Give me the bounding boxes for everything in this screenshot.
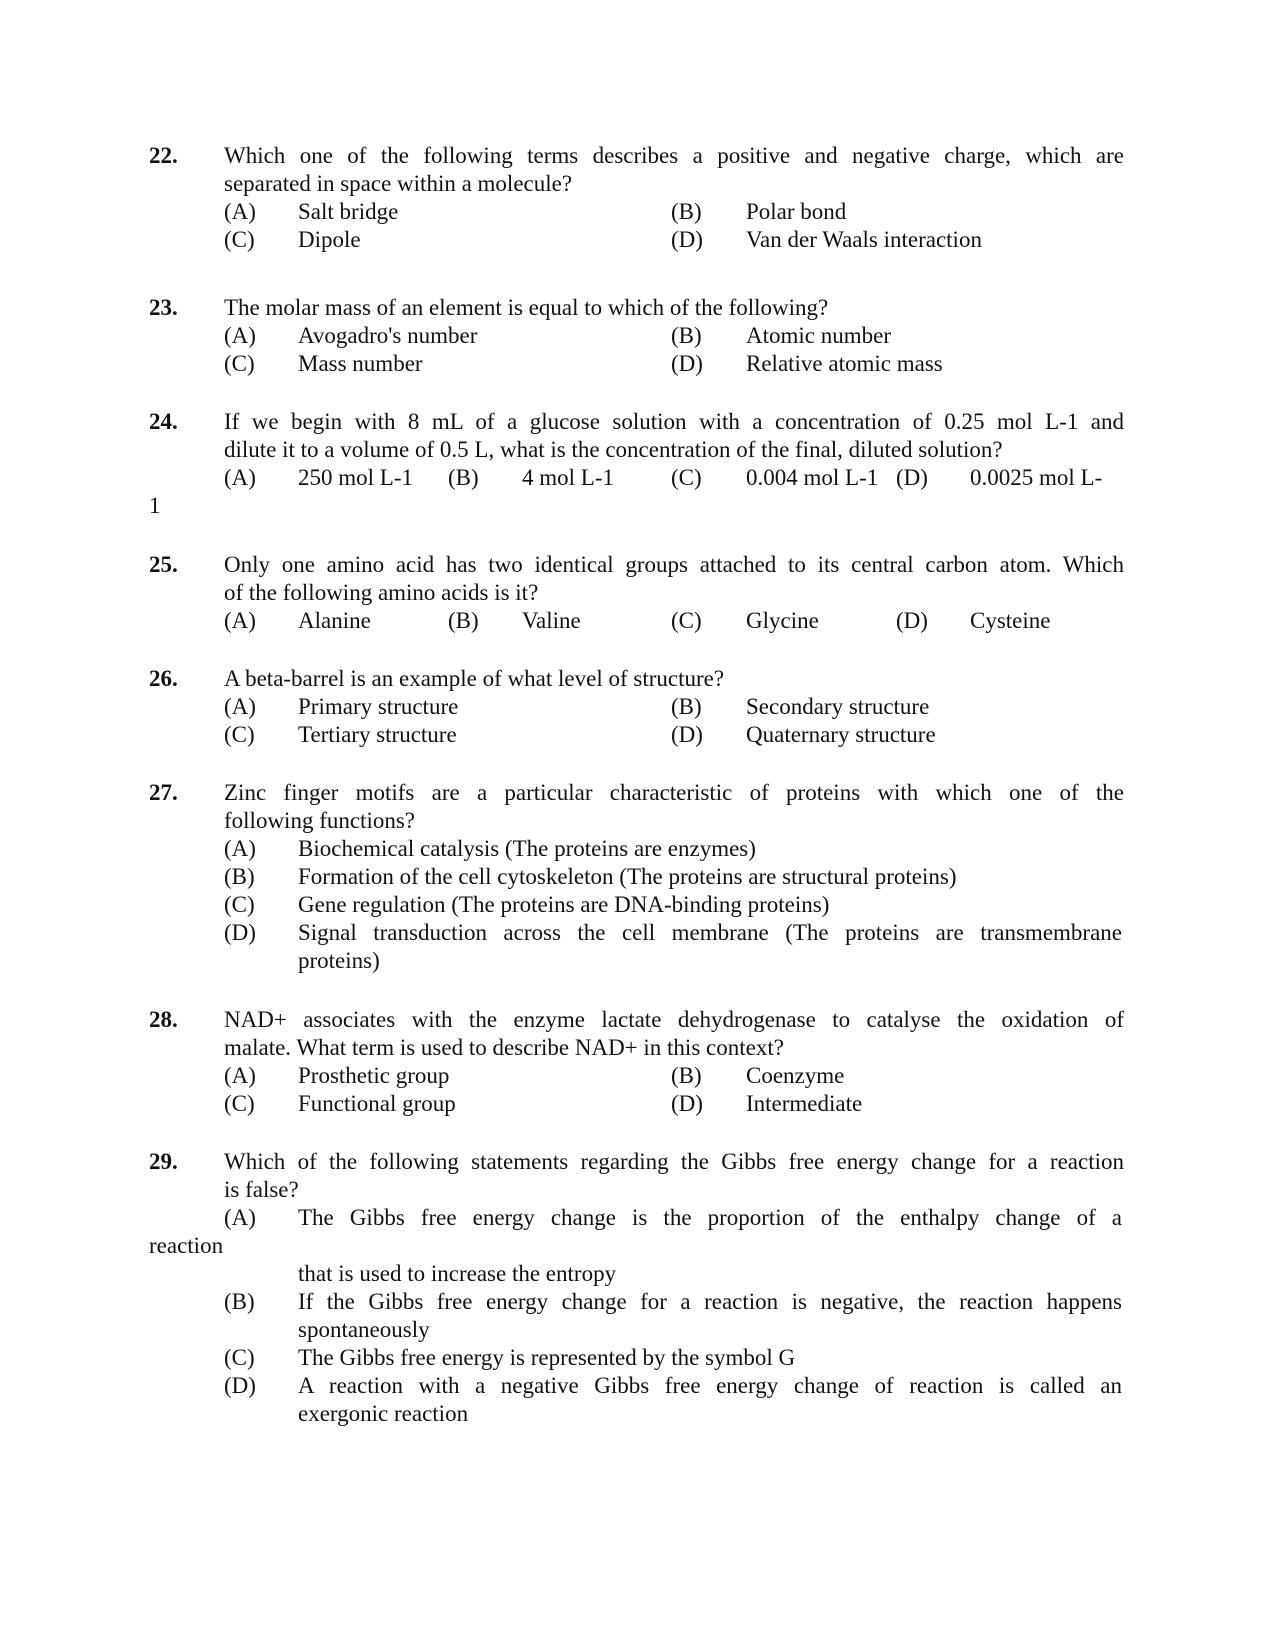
option-text: Mass number: [298, 351, 423, 376]
question-number: 27.: [149, 780, 178, 805]
option-label: (B): [224, 864, 255, 889]
option-label: (A): [224, 836, 256, 861]
option-label: (D): [896, 608, 928, 633]
option-label: (B): [448, 608, 479, 633]
option-label: (A): [224, 323, 256, 348]
question-stem: Zinc finger motifs are a particular characteristic of proteins with which one of the following functions?: [224, 780, 1124, 833]
option-text: Gene regulation (The proteins are DNA-binding proteins): [298, 892, 830, 917]
option-text: Avogadro's number: [298, 323, 478, 348]
overflow-text: reaction: [149, 1233, 224, 1258]
question-number: 28.: [149, 1007, 178, 1032]
option-label: (C): [224, 892, 255, 917]
option-text: Intermediate: [746, 1091, 863, 1116]
question-stem: If we begin with 8 mL of a glucose solution with a concentration of 0.25 mol L-1 and dilute it to a volume of 0.5 L, what is the concentration of the final, diluted solution?: [224, 409, 1124, 462]
option-label: (D): [224, 920, 256, 945]
option-text: Valine: [522, 608, 581, 633]
option-text: If the Gibbs free energy change for a reaction is negative, the reaction happens spontaneously: [298, 1289, 1122, 1342]
option-label: (B): [671, 199, 702, 224]
option-label: (C): [224, 351, 255, 376]
option-text: Coenzyme: [746, 1063, 845, 1088]
option-text: Dipole: [298, 227, 361, 252]
option-label: (C): [224, 722, 255, 747]
option-text: Alanine: [298, 608, 371, 633]
option-label: (D): [671, 351, 703, 376]
option-label: (A): [224, 199, 256, 224]
option-text: Atomic number: [746, 323, 891, 348]
option-label: (C): [671, 608, 702, 633]
option-text: 0.004 mol L-1: [746, 465, 879, 490]
question-stem: The molar mass of an element is equal to which of the following?: [224, 295, 829, 320]
question-number: 29.: [149, 1149, 178, 1174]
option-label: (A): [224, 694, 256, 719]
option-label: (B): [671, 1063, 702, 1088]
question-stem: Which one of the following terms describes a positive and negative charge, which are separated in space within a molecule?: [224, 143, 1124, 196]
option-label: (A): [224, 1063, 256, 1088]
question-stem: Which of the following statements regarding the Gibbs free energy change for a reaction is false?: [224, 1149, 1124, 1202]
question-stem: Only one amino acid has two identical groups attached to its central carbon atom. Which of the following amino acids is it?: [224, 552, 1124, 605]
option-text: Cysteine: [970, 608, 1051, 633]
option-text: A reaction with a negative Gibbs free energy change of reaction is called an exergonic reaction: [298, 1373, 1122, 1426]
option-text: Secondary structure: [746, 694, 930, 719]
option-text: Prosthetic group: [298, 1063, 450, 1088]
option-label: (C): [224, 227, 255, 252]
option-text: The Gibbs free energy change is the proportion of the enthalpy change of a: [298, 1205, 1122, 1230]
option-text: 4 mol L-1: [522, 465, 614, 490]
option-label: (D): [671, 1091, 703, 1116]
overflow-text: 1: [149, 493, 161, 518]
option-text: 250 mol L-1: [298, 465, 413, 490]
question-stem: NAD+ associates with the enzyme lactate dehydrogenase to catalyse the oxidation of malate. What term is used to describe NAD+ in this context?: [224, 1007, 1124, 1060]
option-label: (B): [224, 1289, 255, 1314]
option-label: (A): [224, 1205, 256, 1230]
question-stem: A beta-barrel is an example of what level of structure?: [224, 666, 725, 691]
option-label: (D): [896, 465, 928, 490]
option-text: Salt bridge: [298, 199, 399, 224]
option-text: Signal transduction across the cell membrane (The proteins are transmembrane proteins): [298, 920, 1122, 973]
option-text: Relative atomic mass: [746, 351, 943, 376]
option-label: (C): [671, 465, 702, 490]
option-text: Tertiary structure: [298, 722, 457, 747]
question-number: 26.: [149, 666, 178, 691]
option-label: (B): [448, 465, 479, 490]
option-label: (C): [224, 1091, 255, 1116]
option-text: 0.0025 mol L-: [970, 465, 1103, 490]
option-text: Functional group: [298, 1091, 456, 1116]
option-text: Quaternary structure: [746, 722, 936, 747]
option-label: (B): [671, 694, 702, 719]
question-number: 23.: [149, 295, 178, 320]
option-label: (D): [671, 722, 703, 747]
option-label: (C): [224, 1345, 255, 1370]
option-text: Primary structure: [298, 694, 459, 719]
option-text: Van der Waals interaction: [746, 227, 982, 252]
option-text: Polar bond: [746, 199, 847, 224]
option-label: (A): [224, 608, 256, 633]
question-number: 22.: [149, 143, 178, 168]
option-text: The Gibbs free energy is represented by the symbol G: [298, 1345, 796, 1370]
option-text: Glycine: [746, 608, 819, 633]
question-number: 24.: [149, 409, 178, 434]
option-continuation: that is used to increase the entropy: [298, 1261, 617, 1286]
option-label: (D): [671, 227, 703, 252]
option-text: Biochemical catalysis (The proteins are enzymes): [298, 836, 756, 861]
question-number: 25.: [149, 552, 178, 577]
option-label: (B): [671, 323, 702, 348]
option-label: (A): [224, 465, 256, 490]
option-text: Formation of the cell cytoskeleton (The proteins are structural proteins): [298, 864, 957, 889]
option-label: (D): [224, 1373, 256, 1398]
